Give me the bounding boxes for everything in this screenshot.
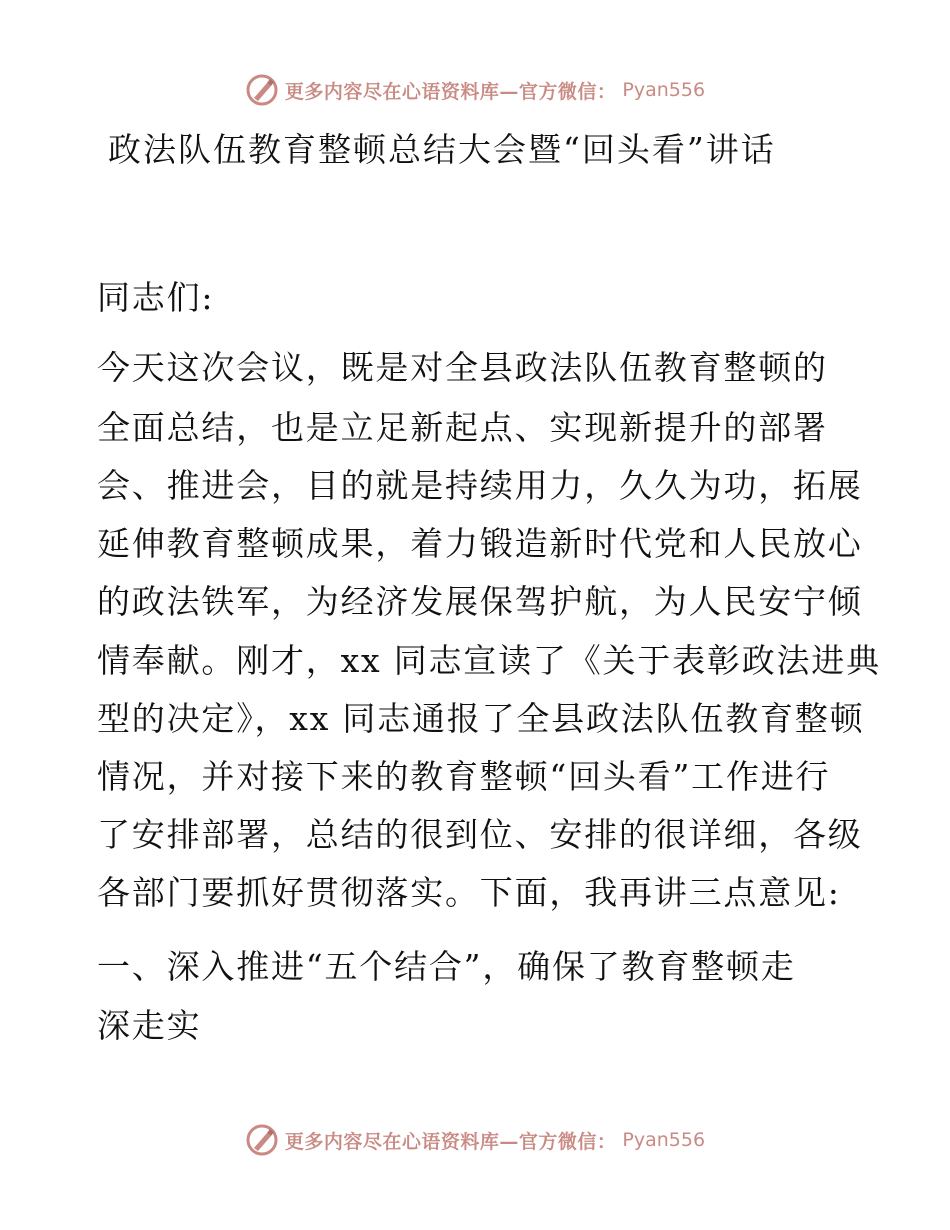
paragraph-line: 今天这次会议，既是对全县政法队伍教育整顿的 <box>97 348 828 387</box>
paragraph-line: 的政法铁军，为经济发展保驾护航，为人民安宁倾 <box>97 582 863 621</box>
paragraph-line: 情奉献。刚才，xx 同志宣读了《关于表彰政法进典 <box>97 641 881 680</box>
paragraph-line: 型的决定》，xx 同志通报了全县政法队伍教育整顿 <box>97 699 865 738</box>
watermark-contact: Pyan556 <box>622 79 706 101</box>
watermark-banner-top <box>0 70 950 110</box>
paragraph-line: 会、推进会，目的就是持续用力，久久为功，拓展 <box>97 466 863 505</box>
paragraph-line: 了安排部署，总结的很到位、安排的很详细，各级 <box>97 815 863 854</box>
watermark-banner-bottom <box>0 1120 950 1160</box>
pen-seal-icon <box>245 73 279 107</box>
watermark-text: 更多内容尽在心语资料库—官方微信： <box>284 1130 617 1153</box>
document-title: 政法队伍教育整顿总结大会暨“回头看”讲话 <box>108 130 776 169</box>
salutation-line: 同志们: <box>97 278 215 317</box>
pen-seal-icon <box>245 1123 279 1157</box>
paragraph-line: 情况，并对接下来的教育整顿“回头看”工作进行 <box>97 757 831 796</box>
section-heading-line: 一、深入推进“五个结合”，确保了教育整顿走 <box>97 947 796 986</box>
paragraph-line: 延伸教育整顿成果，着力锻造新时代党和人民放心 <box>97 524 863 563</box>
watermark-contact: Pyan556 <box>622 1129 706 1151</box>
paragraph-line: 各部门要抓好贯彻落实。下面，我再讲三点意见: <box>97 873 841 912</box>
watermark-text: 更多内容尽在心语资料库—官方微信： <box>284 80 617 103</box>
section-heading-line: 深走实 <box>97 1006 202 1045</box>
paragraph-line: 全面总结，也是立足新起点、实现新提升的部署 <box>97 408 828 447</box>
